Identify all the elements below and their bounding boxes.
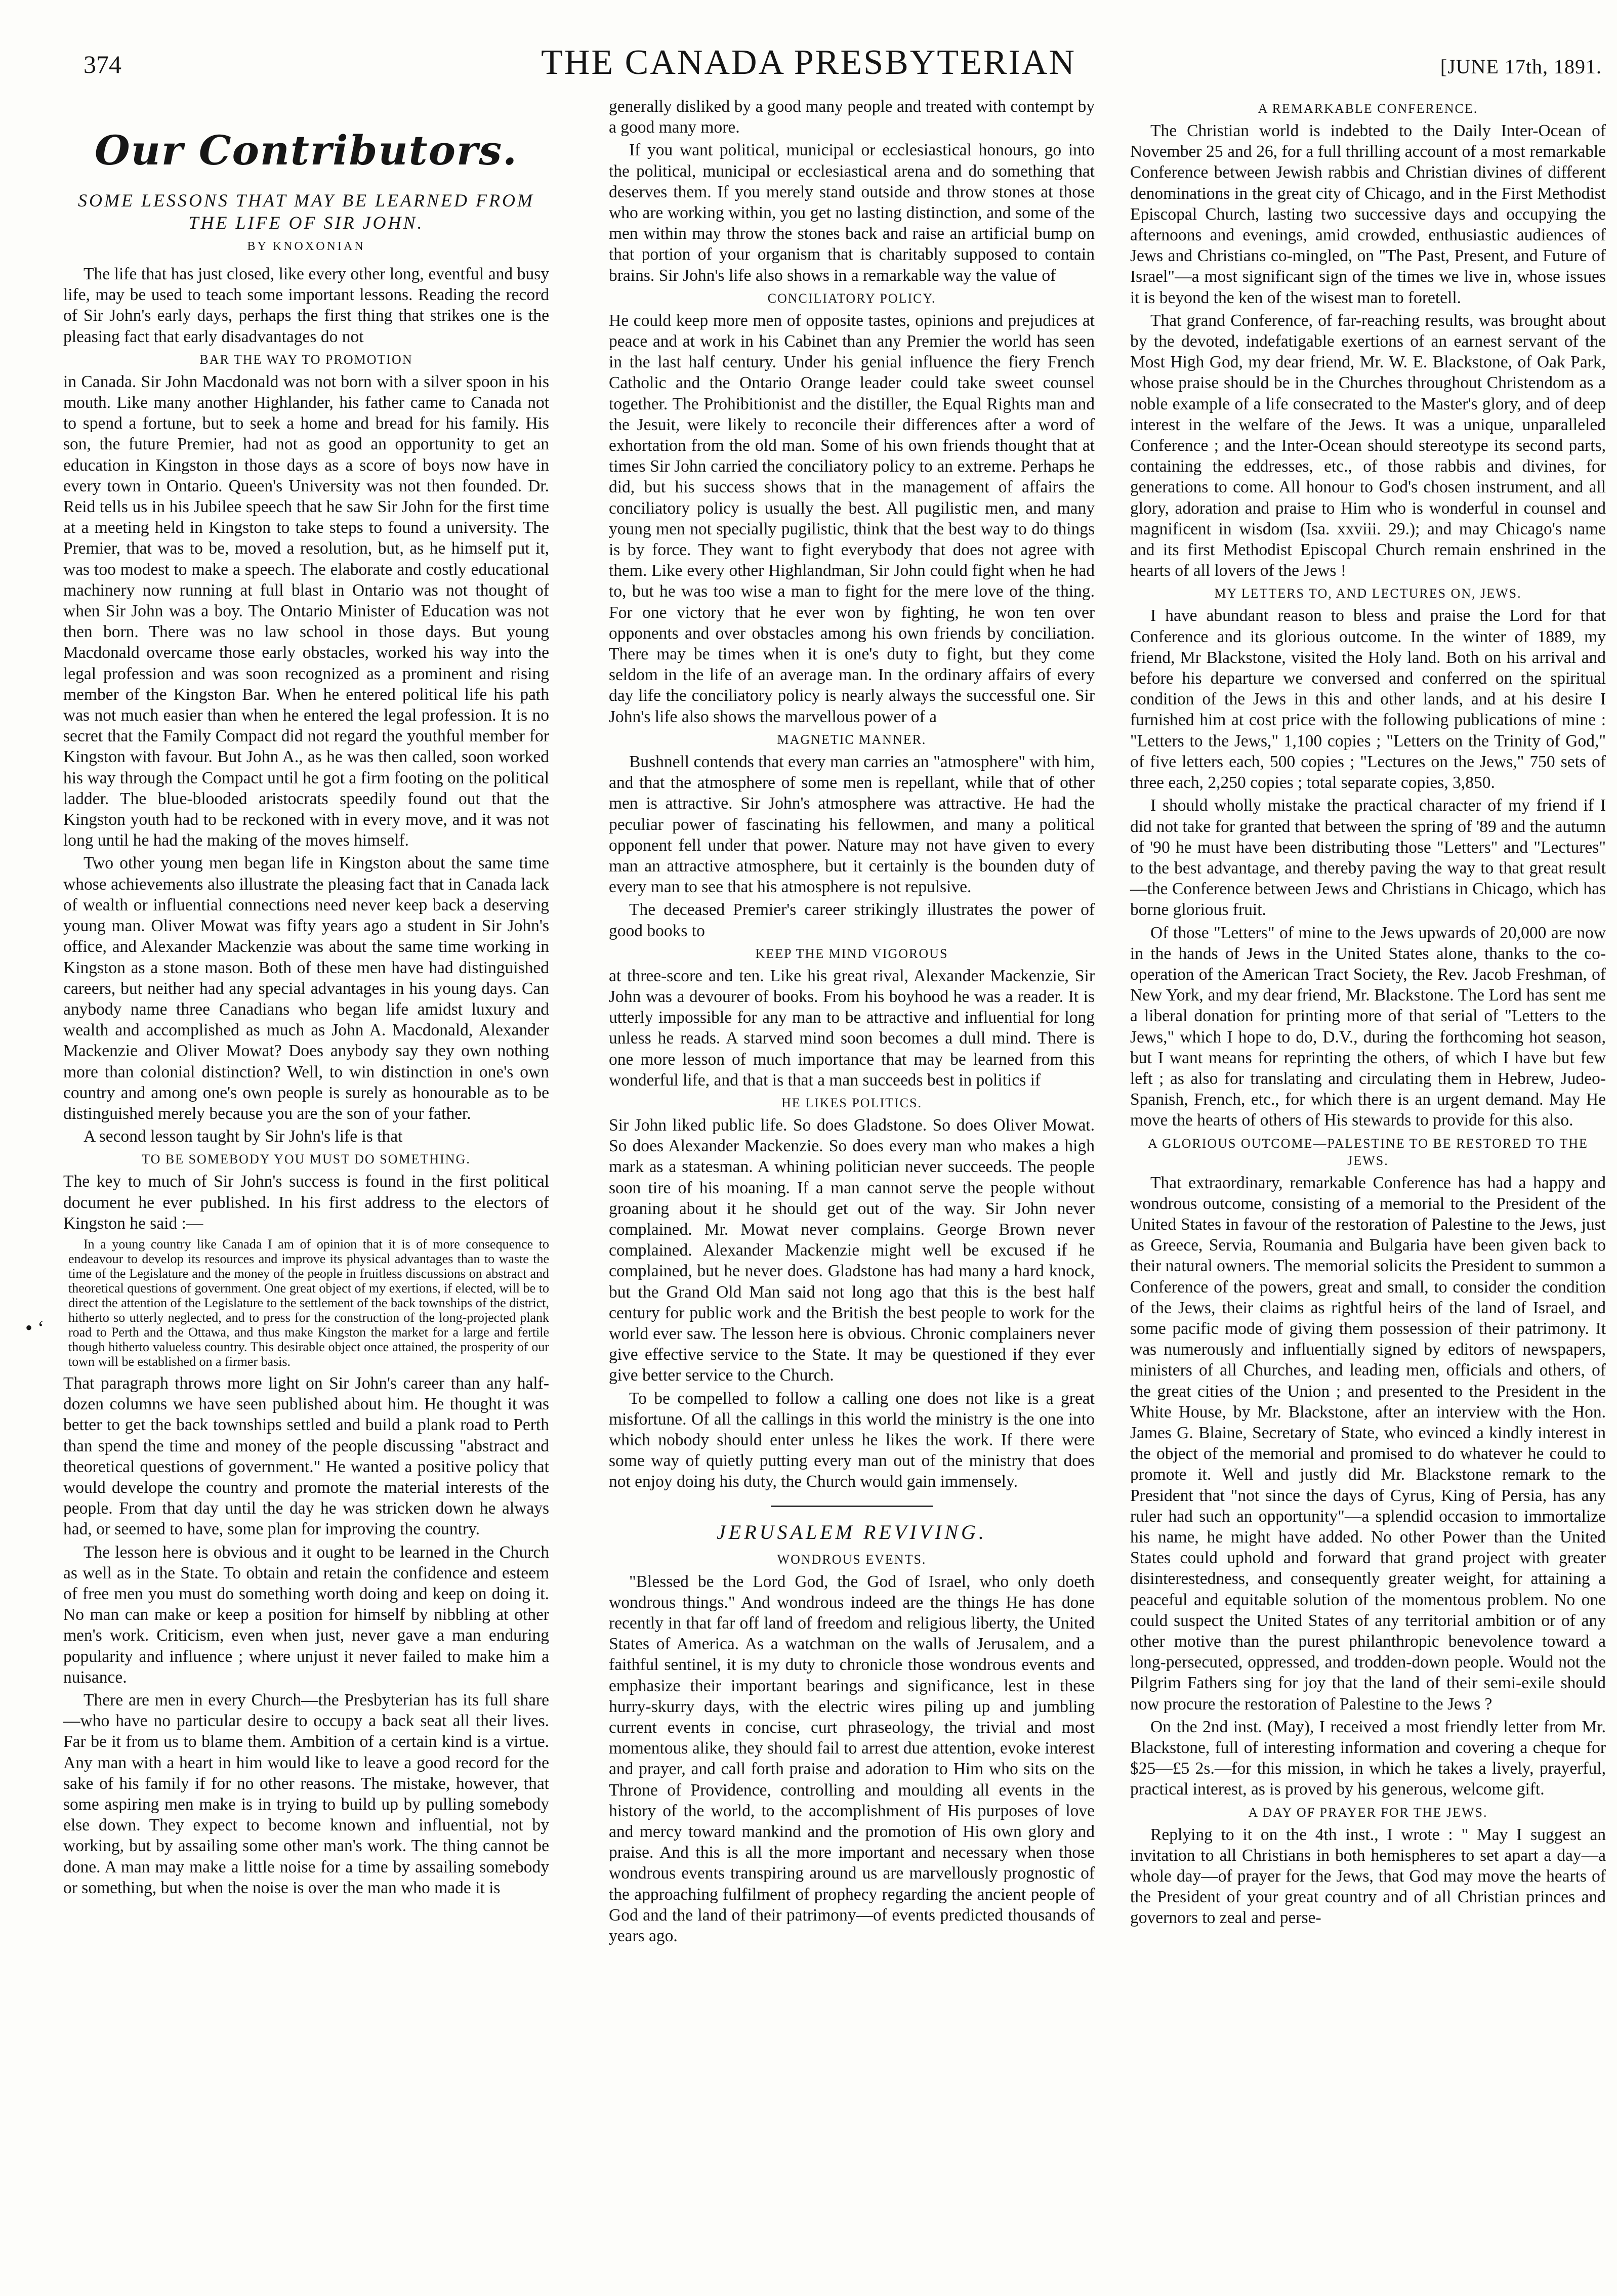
paragraph: That extraordinary, remarkable Conference has had a happy and wondrous outcome, consisting of a memorial to the President of the United States in favour of the restoration of Palestine to the Jews, just as Greece, Servia, Roumania and Bulgaria have been given back to their natural owners. The memorial solicits the President to summon a Conference of the powers, great and small, to consider the condition of the Jews, their claims as rightful heirs of the land of Israel, and some pacific mode of giving them possession of their patrimony. It was numerously and influentially signed by editors of newspapers, ministers of all Churches, and leading men, officials and others, of the great cities of the Union ; and presented to the President in the White House, by Mr. Blackstone, after an interview with the Hon. James G. Blaine, Secretary of State, who evinced a kindly interest in the object of the memorial and promised to do whatever he could to promote it. Well and justly did Mr. Blackstone remark to the President that "not since the days of Cyrus, King of Persia, has any ruler had such an opportunity"—a splendid occasion to immortalize his name, he might have added. No other Power than the United States could uphold and forward that grand project with greater disinterestedness, and consequently greater weight, for attaining a peaceful and equitable solution of the momentous problem. No one could suspect the United States of any territorial ambition or of any other motive than the purest philanthropic benevolence toward a long-persecuted, oppressed, and trodden-down people. Would not the Pilgrim Fathers sing for joy that the land of their semi-exile should now procure the restoration of Palestine to the Jews ? [1130,1173,1606,1714]
paragraph: The deceased Premier's career strikingly illustrates the power of good books to [609,900,1095,940]
subheading: KEEP THE MIND VIGOROUS [755,946,948,961]
article-title: SOME LESSONS THAT MAY BE LEARNED FROM THE LIFE OF SIR JOHN. [78,190,534,233]
paragraph: Replying to it on the 4th inst., I wrote : " May I suggest an invitation to all Christians in both hemispheres to set apart a day—a whole day—of prayer for the Jews, that God may move the hearts of the President of your great country and of all Christian princes and governors to zeal and perse- [1130,1825,1606,1928]
subheading: BAR THE WAY TO PROMOTION [199,352,413,367]
margin-mark: • ‘ [25,1316,45,1339]
paragraph: The lesson here is obvious and it ought to be learned in the Church as well as in the State. To obtain and retain the confidence and esteem of free men you must do something worth doing and keep on doing it. No man can make or keep a position for himself by nibbling at other men's work. Criticism, even when just, never gave a man enduring popularity and influence ; where unjust it never failed to make him a nuisance. [63,1542,549,1687]
paragraph: The Christian world is indebted to the Daily Inter-Ocean of November 25 and 26, for a full thrilling account of a most remarkable Conference between Jewish rabbis and Christian divines of different denominations in the great city of Chicago, and in the First Methodist Episcopal Church, lasting two successive days and occupying the afternoons and evenings, amid crowded, enthusiastic audiences of Jews and Christians co-mingled, on "The Past, Present, and Future of Israel"—a most significant sign of the times we live in, whose issues it is beyond the ken of the wisest man to foretell. [1130,121,1606,307]
paragraph: Sir John liked public life. So does Gladstone. So does Oliver Mowat. So does Alexander Mackenzie. So does every man who makes a high mark as a statesman. A whining politician never succeeds. The people soon tire of his moaning. If a man cannot serve the people without groaning about it he should get out of the way. Sir John never complained. Mr. Mowat never complains. George Brown never complained. Alexander Mackenzie might well be excused if he complained, but he never does. Gladstone has had many a hard knock, but the Grand Old Man said not long ago that this is the best half century for public work and the British the best people to work for the world ever saw. The lesson here is obvious. Chronic complainers never give effective service to the State. It may be questioned if they ever give better service to the Church. [609,1115,1095,1385]
section-title: Our Contributors. [95,127,518,174]
paragraph: That paragraph throws more light on Sir John's career than any half-dozen columns we have seen published about him. He thought it was better to get the back townships settled and build a plank road to Perth than spend the time and money of the people discussing "abstract and theoretical questions of government." He wanted a positive policy that would develope the country and promote the material interests of the people. From that day until the day he was stricken down he always had, or seemed to have, some plan for improving the country. [63,1373,549,1539]
article-title: JERUSALEM REVIVING. [717,1520,987,1543]
paragraph: A second lesson taught by Sir John's life is that [84,1127,403,1146]
byline: BY KNOXONIAN [247,240,365,253]
paragraph: He could keep more men of opposite tastes, opinions and prejudices at peace and at work in his Cabinet than any Premier the world has seen in the last half century. Under his genial influence the fiery French Catholic and the Ontario Orange leader could take sweet counsel together. The Prohibitionist and the distiller, the Equal Rights man and the Jesuit, were likely to reconcile their differences after a word of exhortation from the old man. Some of his own friends thought that at times Sir John carried the conciliatory policy to an extreme. Perhaps he did, but his success shows that in the management of affairs the conciliatory policy is usually the best. All pugilistic men, and many young men not specially pugilistic, think that the best way to do things is by force. They want to fight everybody that does not agree with them. Like every other Highlandman, Sir John could fight when he had to, but he was too wise a man to fight for the mere love of the thing. For one victory that he ever won by fighting, he won ten over opponents and over obstacles among his own friends by conciliation. There may be times when it is one's duty to fight, but they come seldom in the life of an average man. In the ordinary affairs of every day life the conciliatory policy is nearly always the successful one. Sir John's life also shows the marvellous power of a [609,311,1095,726]
paragraph: If you want political, municipal or ecclesiastical honours, go into the political, municipal or ecclesiastical arena and do something that deserves them. If you merely stand outside and throw stones at those who are working within, you get no lasting distinction, and some of the men within may throw the stones back and raise an artificial bump on that portion of your organism that is charitably supposed to contain brains. Sir John's life also shows in a remarkable way the value of [609,141,1095,285]
paragraph: That grand Conference, of far-reaching results, was brought about by the devoted, indefatigable exertions of an earnest servant of the Most High God, my dear friend, Mr. W. E. Blackstone, of Oak Park, whose praise should be in the Churches throughout Christendom as a noble example of a life consecrated to the Master's glory, and of deep interest in the welfare of the Jews. It was a unique, unparalleled Conference ; and the Inter-Ocean should stereotype its second parts, containing the eddresses, etc., of those rabbis and divines, for generations to come. All honour to God's chosen instrument, and all glory, adoration and praise to Him who is wonderful in counsel and magnificent in wisdom (Isa. xxviii. 29.); and may Chicago's name and its first Methodist Episcopal Church remain enshrined in the hearts of all lovers of the Jews ! [1130,311,1606,580]
paragraph: in Canada. Sir John Macdonald was not born with a silver spoon in his mouth. Like many another Highlander, his father came to Canada not to spend a fortune, but to seek a home and bread for his family. His son, the future Premier, had not as good an opportunity to get an education in Kingston in those days as a score of boys now have in every town in Ontario. Queen's University was not then founded. Dr. Reid tells us in his Jubilee speech that he saw Sir John for the first time at a meeting held in Kingston to take steps to found a university. The Premier, that was to be, moved a resolution, but, as he himself put it, was too modest to make a speech. The elaborate and costly educational machinery now running at full blast in Ontario was not thought of when Sir John was a boy. The Ontario Minister of Education was not then born. There was no law school in those days. But young Macdonald overcame those early obstacles, worked his way into the legal profession and was soon recognized as a prominent and rising member of the Kingston Bar. When he entered political life his path was not much easier than when he entered the legal profession. It is no secret that the Family Compact did not regard the youthful member for Kingston with favour. But John A., as he was then called, soon worked his way through the Compact until he got a firm footing on the political ladder. The blue-blooded aristocrats speedily found out that the Kingston youth had to be reckoned with in every move, and it was not long until he had the making of the moves himself. [63,372,549,850]
paragraph: Of those "Letters" of mine to the Jews upwards of 20,000 are now in the hands of Jews in the United States alone, thanks to the co-operation of the American Tract Society, the Rev. Jacob Freshman, of New York, and my dear friend, Mr. Blackstone. The Lord has sent me a liberal donation for printing more of that serial of "Letters to the Jews," which I hope to do, D.V., during the forthcoming hot season, but I want means for reprinting the others, of which I have but few left ; as also for translating and circulating them in Hebrew, Judeo-Spanish, French, etc., for which there is an urgent demand. May He move the hearts of others of His stewards to provide for this also. [1130,923,1606,1130]
subheading: WONDROUS EVENTS. [777,1552,927,1567]
subheading: MY LETTERS TO, AND LECTURES ON, JEWS. [1214,586,1522,601]
column-2 [609,96,1095,1948]
paragraph: On the 2nd inst. (May), I received a most friendly letter from Mr. Blackstone, full of interesting information and covering a cheque for $25—£5 2s.—for this mission, in which he takes a lively, prayerful, practical interest, as is proved by his generous, welcome gift. [1130,1717,1606,1799]
subheading: HE LIKES POLITICS. [781,1095,922,1110]
paragraph: generally disliked by a good many people and treated with contempt by a good many more. [609,97,1095,137]
newspaper-title: THE CANADA PRESBYTERIAN [541,43,1076,82]
block-quote: In a young country like Canada I am of opinion that it is of more consequence to endeavour to develop its resources and improve its physical advantages than to waste the time of the Legislature and the money of the people in fruitless discussions on abstract and theoretical questions of government. One great object of my exertions, if elected, will be to direct the attention of the Legislature to the settlement of the back townships of the district, hitherto so utterly neglected, and to press for the construction of the long-projected plank road to Perth and the Ottawa, and thus make Kingston the market for a large and fertile though hitherto valueless country. This desirable object once attained, the prosperity of our town will be established on a firmer basis. [68,1236,549,1369]
paragraph: The key to much of Sir John's success is found in the first political document he ever published. In his first address to the electors of Kingston he said :— [63,1172,549,1233]
masthead [0,0,1617,86]
paragraph: There are men in every Church—the Presbyterian has its full share—who have no particular desire to occupy a back seat all their lives. Far be it from us to blame them. Ambition of a certain kind is a virtue. Any man with a heart in him would like to leave a good record for the sake of his family if for no other reasons. The mistake, however, that some aspiring men make is in trying to build up by pulling somebody else down. They expect to become known and influential, not by working, but by assailing some other man's work. The thing cannot be done. A man may make a little noise for a time by assailing somebody or something, but when the noise is over the man who made it is [63,1690,549,1897]
paragraph: Bushnell contends that every man carries an "atmosphere" with him, and that the atmosphere of some men is repellant, while that of other men is attractive. Sir John's atmosphere was attractive. He had the peculiar power of fascinating his fellowmen, and many a political opponent fell under that power. Nature may not have given to every man an attractive atmosphere, but it certainly is the bounden duty of every man to see that his atmosphere is not repulsive. [609,752,1095,897]
subheading: A DAY OF PRAYER FOR THE JEWS. [1248,1805,1488,1820]
paragraph: at three-score and ten. Like his great rival, Alexander Mackenzie, Sir John was a devourer of books. From his boyhood he was a reader. It is utterly impossible for any man to be attractive and influential for long unless he reads. A starved mind soon becomes a dull mind. There is one more lesson of much importance that may be learned from this wonderful life, and that is that a man succeeds best in politics if [609,966,1095,1090]
issue-date: [JUNE 17th, 1891. [1440,55,1602,78]
subheading: MAGNETIC MANNER. [777,732,927,747]
paragraph: "Blessed be the Lord God, the God of Israel, who only doeth wondrous things." And wondrous indeed are the things He has done recently in that far off land of freedom and religious liberty, the United States of America. As a watchman on the walls of Jerusalem, and a faithful sentinel, it is my duty to chronicle those wondrous events and emphasize their important bearings and significance, lest in these hurry-skurry days, with the electric wires piling up and jumbling current events in concise, curt phraseology, the trivial and most momentous alike, they should fail to arrest due attention, evoke interest and prayer, and call forth praise and adoration to Him who sits on the Throne of Providence, controlling and moulding all events in the history of the world, to the accomplishment of His purposes of love and mercy toward mankind and the promotion of His own glory and praise. And this is all the more important and necessary when those wondrous events transpiring around us are marvellously prognostic of the approaching fulfilment of prophecy regarding the ancient people of God and the land of their patrimony—of events predicted thousands of years ago. [609,1572,1095,1946]
column-3 [1130,96,1606,1931]
paragraph: I should wholly mistake the practical character of my friend if I did not take for granted that between the spring of '89 and the autumn of '90 he must have been distributing those "Letters" and "Lectures" to the best advantage, and thereby paving the way to that great result—the Conference between Jews and Christians in Chicago, which has borne glorious fruit. [1130,796,1606,920]
column-1 [63,96,549,1900]
subheading: A REMARKABLE CONFERENCE. [1258,101,1478,116]
paragraph: I have abundant reason to bless and praise the Lord for that Conference and its glorious outcome. In the winter of 1889, my friend, Mr Blackstone, visited the Holy land. Both on his arrival and before his departure we conversed and conferred on the spiritual condition of the Jews in this and other lands, and at his desire I furnished him at cost price with the following publications of mine : "Letters to the Jews," 1,100 copies ; "Letters on the Trinity of God," of five letters each, 500 copies ; "Lectures on the Jews," 750 sets of three each, 2,250 copies ; total separate copies, 3,850. [1130,606,1606,792]
paragraph: The life that has just closed, like every other long, eventful and busy life, may be used to teach some important lessons. Reading the record of Sir John's early days, perhaps the first thing that strikes one is the pleasing fact that early disadvantages do not [63,265,549,346]
subheading: TO BE SOMEBODY YOU MUST DO SOMETHING. [142,1152,471,1167]
subheading: CONCILIATORY POLICY. [767,290,936,306]
subheading: A GLORIOUS OUTCOME—PALESTINE TO BE RESTORED TO THE JEWS. [1148,1136,1588,1168]
divider [771,1506,933,1507]
page-number: 374 [84,50,121,78]
paragraph: Two other young men began life in Kingston about the same time whose achievements also illustrate the pleasing fact that in Canada lack of wealth or influential connections need never keep back a deserving young man. Oliver Mowat was fifty years ago a student in Sir John's office, and Alexander Mackenzie was about the same time working in Kingston as a stone mason. Both of these men have had distinguished careers, but neither had any special advantages in his young days. Can anybody name three Canadians who began life amidst luxury and wealth and accomplished as much as John A. Macdonald, Alexander Mackenzie and Oliver Mowat? Does anybody say they own nothing more than colonial distinction? Well, to win distinction in one's own country and among one's own people is surely as honourable as to be distinguished merely because you are the son of your father. [63,854,549,1123]
paragraph: To be compelled to follow a calling one does not like is a great misfortune. Of all the callings in this world the ministry is the one into which nobody should enter unless he likes the work. If there were some way of quietly putting every man out of the ministry that does not enjoy doing his duty, the Church would gain immensely. [609,1389,1095,1491]
